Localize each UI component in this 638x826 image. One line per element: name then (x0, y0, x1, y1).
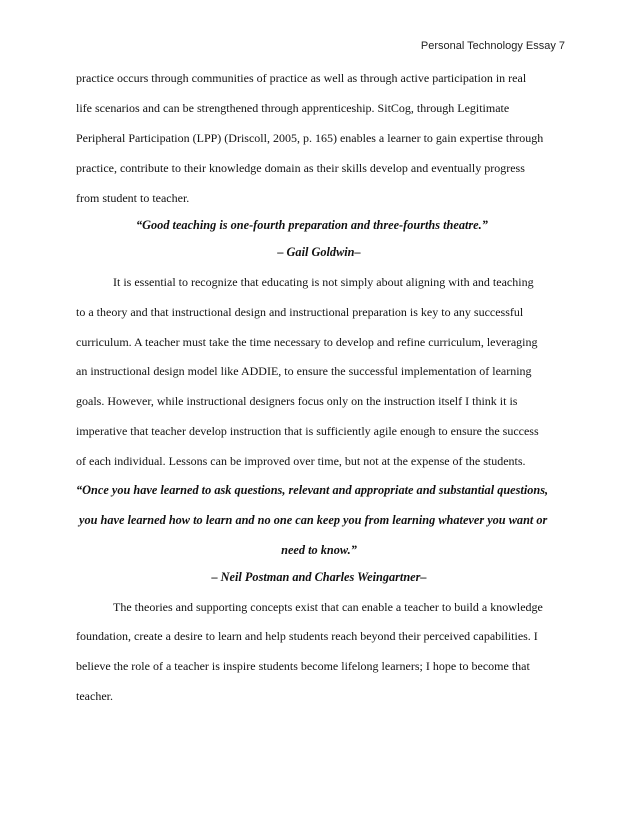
paragraph-line: It is essential to recognize that educating is not simply about aligning with and teaching (113, 275, 534, 289)
paragraph-line: from student to teacher. (76, 191, 190, 205)
paragraph-line: believe the role of a teacher is inspire students become lifelong learners; I hope to become that (76, 659, 530, 673)
paragraph-line: of each individual. Lessons can be improved over time, but not at the expense of the students. (76, 454, 526, 468)
paragraph-line: an instructional design model like ADDIE, to ensure the successful implementation of learning (76, 364, 532, 378)
paragraph-line: practice, contribute to their knowledge domain as their skills develop and eventually progress (76, 161, 525, 175)
paragraph-line: curriculum. A teacher must take the time necessary to develop and refine curriculum, leveraging (76, 335, 538, 349)
block-quote: you have learned how to learn and no one can keep you from learning whatever you want or (79, 513, 548, 527)
block-quote: “Good teaching is one-fourth preparation and three-fourths theatre.” (136, 218, 488, 232)
paragraph-line: imperative that teacher develop instruction that is sufficiently agile enough to ensure the success (76, 424, 539, 438)
paragraph-line: practice occurs through communities of practice as well as through active participation in real (76, 71, 527, 85)
quote-attribution: – Neil Postman and Charles Weingartner– (211, 570, 427, 584)
paragraph-line: The theories and supporting concepts exist that can enable a teacher to build a knowledge (113, 600, 543, 614)
paragraph-line: to a theory and that instructional design and instructional preparation is key to any successful (76, 305, 524, 319)
paragraph-line: Peripheral Participation (LPP) (Driscoll, 2005, p. 165) enables a learner to gain expertise through (76, 131, 544, 145)
paragraph-line: goals. However, while instructional designers focus only on the instruction itself I think it is (76, 394, 518, 408)
quote-attribution: – Gail Goldwin– (277, 245, 361, 259)
paragraph-line: teacher. (76, 689, 113, 703)
paragraph-line: life scenarios and can be strengthened through apprenticeship. SitCog, through Legitimate (76, 101, 510, 115)
paragraph-line: foundation, create a desire to learn and help students reach beyond their perceived capabilities. I (76, 629, 538, 643)
block-quote: “Once you have learned to ask questions, relevant and appropriate and substantial questions, (76, 483, 549, 497)
block-quote: need to know.” (281, 543, 357, 557)
running-header: Personal Technology Essay 7 (420, 40, 565, 52)
